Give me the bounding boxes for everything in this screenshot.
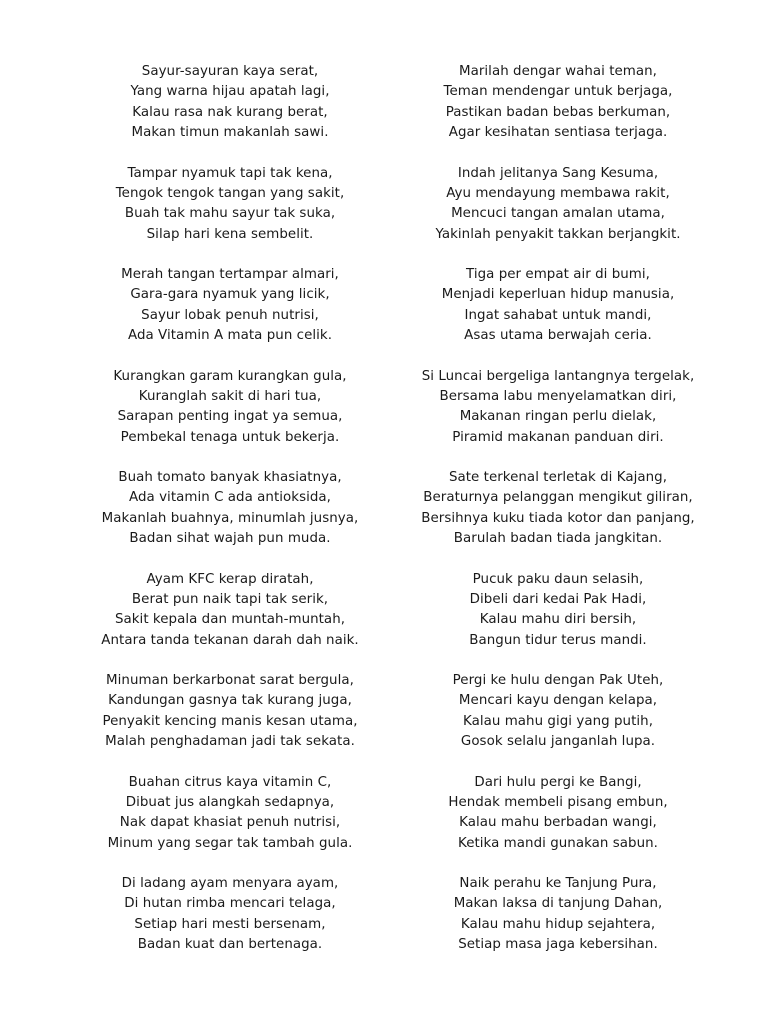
- pantun-line: Makan timun makanlah sawi.: [131, 125, 329, 141]
- pantun-line: Di hutan rimba mencari telaga,: [124, 896, 336, 912]
- pantun-line: Marilah dengar wahai teman,: [458, 64, 657, 79]
- pantun-stanza: [378, 367, 738, 469]
- pantun-line: Merah tangan tertampar almari,: [121, 267, 339, 282]
- pantun-line: Tampar nyamuk tapi tak kena,: [127, 165, 333, 181]
- pantun-line: Badan sihat wajah pun muda.: [129, 531, 331, 547]
- pantun-stanza: [50, 671, 410, 773]
- pantun-line: Sakit kepala dan muntah-muntah,: [114, 612, 346, 628]
- pantun-line: Tiga per empat air di bumi,: [466, 267, 650, 282]
- pantun-line: Buah tak mahu sayur tak suka,: [124, 206, 336, 222]
- pantun-line: Teman mendengar untuk berjaga,: [443, 84, 673, 100]
- pantun-line: Makanan ringan perlu dielak,: [459, 409, 657, 425]
- pantun-stanza: [378, 671, 738, 773]
- pantun-line: Pastikan badan bebas berkuman,: [445, 104, 671, 120]
- pantun-line: Mencari kayu dengan kelapa,: [458, 693, 658, 709]
- pantun-stanza: [50, 570, 410, 672]
- pantun-line: Minuman berkarbonat sarat bergula,: [106, 673, 354, 688]
- pantun-line: Naik perahu ke Tanjung Pura,: [459, 876, 657, 891]
- pantun-line: Piramid makanan panduan diri.: [452, 429, 664, 445]
- pantun-line: Tengok tengok tangan yang sakit,: [115, 185, 345, 201]
- pantun-stanza: [50, 164, 410, 266]
- pantun-line: Minum yang segar tak tambah gula.: [107, 835, 353, 851]
- pantun-line: Kalau mahu gigi yang putih,: [462, 713, 654, 729]
- pantun-line: Barulah badan tiada jangkitan.: [453, 531, 663, 547]
- pantun-line: Sayur lobak penuh nutrisi,: [141, 307, 319, 323]
- pantun-line: Yang warna hijau apatah lagi,: [130, 84, 330, 100]
- pantun-line: Ayu mendayung membawa rakit,: [446, 185, 670, 201]
- pantun-line: Malah penghadaman jadi tak sekata.: [105, 734, 355, 750]
- pantun-line: Kurangkan garam kurangkan gula,: [113, 368, 347, 384]
- left-column: [50, 62, 410, 976]
- pantun-stanza: [50, 773, 410, 875]
- pantun-line: Silap hari kena sembelit.: [146, 226, 314, 242]
- pantun-line: Kalau mahu diri bersih,: [479, 612, 637, 628]
- pantun-line: Gara-gara nyamuk yang licik,: [130, 287, 330, 303]
- pantun-line: Ada Vitamin A mata pun celik.: [127, 328, 333, 344]
- pantun-stanza: [378, 164, 738, 266]
- pantun-line: Gosok selalu janganlah lupa.: [460, 734, 656, 750]
- pantun-line: Beraturnya pelanggan mengikut giliran,: [423, 490, 693, 506]
- pantun-line: Kuranglah sakit di hari tua,: [138, 388, 322, 404]
- pantun-line: Bersihnya kuku tiada kotor dan panjang,: [421, 510, 695, 526]
- pantun-stanza: [378, 468, 738, 570]
- pantun-stanza: [378, 773, 738, 875]
- right-column: [378, 62, 738, 976]
- pantun-line: Kalau rasa nak kurang berat,: [132, 104, 328, 120]
- pantun-line: Di ladang ayam menyara ayam,: [121, 876, 339, 891]
- pantun-line: Sayur-sayuran kaya serat,: [141, 64, 319, 79]
- pantun-line: Kandungan gasnya tak kurang juga,: [108, 693, 352, 709]
- pantun-line: Dibeli dari kedai Pak Hadi,: [469, 591, 647, 607]
- pantun-stanza: [378, 265, 738, 367]
- pantun-stanza: [50, 874, 410, 976]
- pantun-line: Asas utama berwajah ceria.: [464, 328, 652, 344]
- pantun-line: Hendak membeli pisang embun,: [448, 794, 668, 810]
- pantun-line: Agar kesihatan sentiasa terjaga.: [448, 125, 668, 141]
- pantun-line: Sate terkenal terletak di Kajang,: [448, 470, 668, 485]
- pantun-line: Berat pun naik tapi tak serik,: [131, 591, 329, 607]
- pantun-line: Pergi ke hulu dengan Pak Uteh,: [452, 673, 664, 688]
- pantun-line: Badan kuat dan bertenaga.: [137, 937, 323, 953]
- pantun-line: Ada vitamin C ada antioksida,: [129, 490, 331, 506]
- pantun-line: Si Luncai bergeliga lantangnya tergelak,: [421, 368, 695, 384]
- pantun-line: Bersama labu menyelamatkan diri,: [439, 388, 677, 404]
- pantun-line: Buah tomato banyak khasiatnya,: [118, 470, 342, 485]
- pantun-line: Setiap masa jaga kebersihan.: [458, 937, 658, 953]
- pantun-line: Pucuk paku daun selasih,: [472, 571, 644, 587]
- pantun-line: Buahan citrus kaya vitamin C,: [128, 774, 332, 790]
- pantun-line: Pembekal tenaga untuk bekerja.: [120, 429, 340, 445]
- pantun-stanza: [378, 570, 738, 672]
- pantun-line: Mencuci tangan amalan utama,: [451, 206, 665, 222]
- pantun-line: Dari hulu pergi ke Bangi,: [474, 774, 642, 790]
- pantun-line: Penyakit kencing manis kesan utama,: [102, 713, 358, 729]
- pantun-line: Ingat sahabat untuk mandi,: [464, 307, 652, 323]
- pantun-line: Bangun tidur terus mandi.: [469, 632, 647, 648]
- pantun-line: Kalau mahu hidup sejahtera,: [460, 916, 656, 932]
- pantun-stanza: [378, 874, 738, 976]
- pantun-line: Makanlah buahnya, minumlah jusnya,: [101, 510, 359, 526]
- pantun-line: Yakinlah penyakit takkan berjangkit.: [435, 226, 681, 242]
- pantun-line: Menjadi keperluan hidup manusia,: [441, 287, 675, 303]
- pantun-line: Nak dapat khasiat penuh nutrisi,: [119, 815, 341, 831]
- pantun-stanza: [378, 62, 738, 164]
- pantun-line: Setiap hari mesti bersenam,: [134, 916, 326, 932]
- pantun-stanza: [50, 367, 410, 469]
- pantun-line: Makan laksa di tanjung Dahan,: [453, 896, 663, 912]
- pantun-line: Antara tanda tekanan darah dah naik.: [101, 632, 359, 648]
- pantun-line: Dibuat jus alangkah sedapnya,: [125, 794, 335, 810]
- pantun-line: Sarapan penting ingat ya semua,: [117, 409, 343, 425]
- pantun-line: Indah jelitanya Sang Kesuma,: [457, 165, 659, 181]
- pantun-line: Ayam KFC kerap diratah,: [146, 571, 314, 587]
- pantun-line: Kalau mahu berbadan wangi,: [459, 815, 657, 831]
- pantun-stanza: [50, 468, 410, 570]
- pantun-stanza: [50, 265, 410, 367]
- pantun-stanza: [50, 62, 410, 164]
- pantun-line: Ketika mandi gunakan sabun.: [458, 835, 658, 851]
